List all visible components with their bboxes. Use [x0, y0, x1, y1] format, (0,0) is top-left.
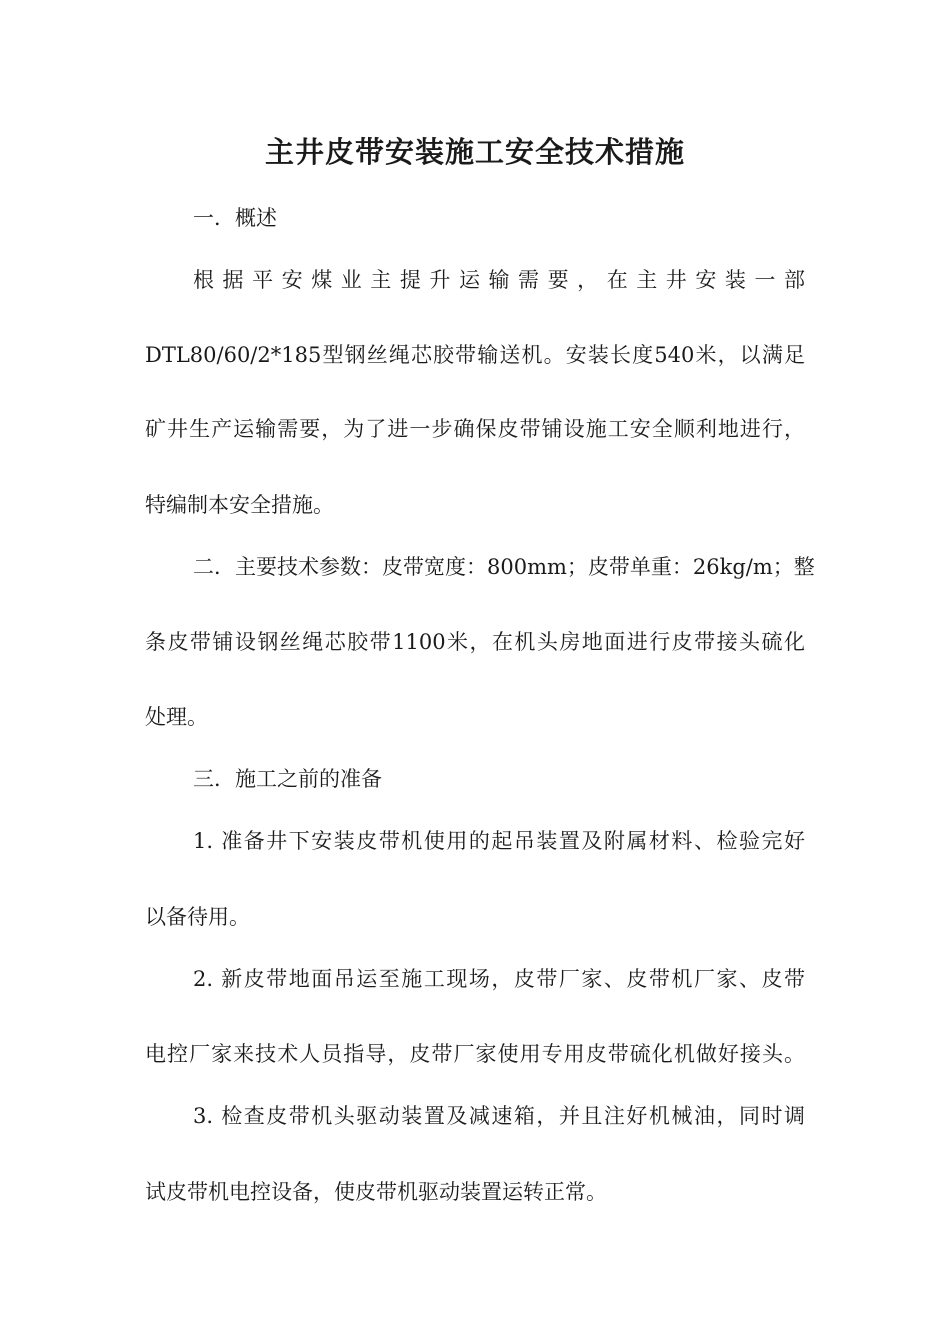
- paragraph-line: 根据平安煤业主提升运输需要，在主井安装一部: [193, 268, 805, 292]
- paragraph-line: 条皮带铺设钢丝绳芯胶带1100米，在机头房地面进行皮带接头硫化: [145, 630, 805, 654]
- paragraph-line: 以备待用。: [145, 905, 250, 929]
- list-item-3: 3. 检查皮带机头驱动装置及减速箱，并且注好机械油，同时调: [193, 1104, 805, 1128]
- paragraph-line: 试皮带机电控设备，使皮带机驱动装置运转正常。: [145, 1180, 607, 1204]
- paragraph-line: 矿井生产运输需要，为了进一步确保皮带铺设施工安全顺利地进行，: [145, 417, 805, 441]
- list-item-1: 1. 准备井下安装皮带机使用的起吊装置及附属材料、检验完好: [193, 829, 805, 853]
- document-title: 主井皮带安装施工安全技术措施: [264, 135, 685, 169]
- section-heading-preparation: 三．施工之前的准备: [193, 767, 382, 791]
- paragraph-line: DTL80/60/2*185型钢丝绳芯胶带输送机。安装长度540米，以满足: [145, 343, 805, 367]
- section-heading-parameters: 二．主要技术参数：皮带宽度：800mm；皮带单重：26kg/m；整: [193, 555, 815, 579]
- paragraph-line: 电控厂家来技术人员指导，皮带厂家使用专用皮带硫化机做好接头。: [145, 1042, 805, 1066]
- list-item-2: 2. 新皮带地面吊运至施工现场，皮带厂家、皮带机厂家、皮带: [193, 967, 805, 991]
- paragraph-line: 特编制本安全措施。: [145, 493, 334, 517]
- paragraph-line: 处理。: [145, 705, 208, 729]
- section-heading-overview: 一．概述: [193, 206, 277, 230]
